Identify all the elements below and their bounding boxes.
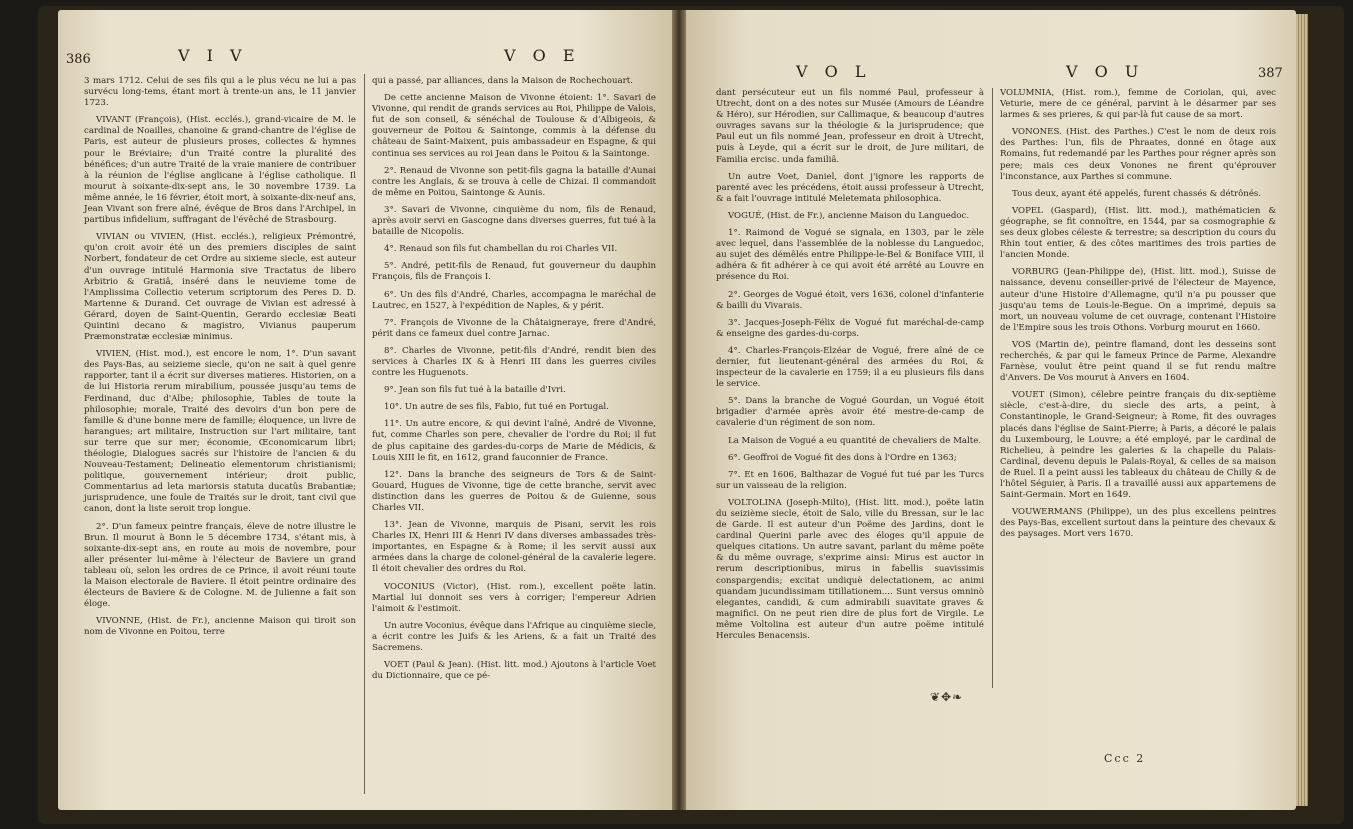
paragraph: VOUET (Simon), célebre peintre français du dix-septième siècle, c'est-à-dire, du siecle des arts, a peint, à Constantinople, le Grand-Seigneur; à Rome, fit des ouvrages placés dans l'église de Saint-Pierre; à Paris, a décoré le palais du Luxembourg, le Louvre; a été employé, par le cardinal de Richelieu, à peindre les galeries & la chapelle du Palais-Cardinal, devenu depuis le Palais-Royal, & celles de sa maison de Ruel. Il a peint aussi les tableaux du château de Chilly & de l'hôtel Séguier, à Paris. Il a travaillé aussi aux appartemens de Saint-Germain. Mort en 1649. <box>1000 390 1276 501</box>
right-page <box>686 10 1296 810</box>
left-column-1 <box>84 76 356 645</box>
paragraph: 1°. Raimond de Vogué se signala, en 1303, par le zèle avec lequel, dans l'assemblée de la noblesse du Languedoc, au sujet des démêlés entre Philippe-le-Bel & Boniface VIII, il adhéra & fit adhérer à ce qui avoit été arrêté au Louvre en présence du Roi. <box>716 228 984 283</box>
running-head-left-1: V I V <box>178 46 248 65</box>
signature-mark: Ccc 2 <box>1104 752 1146 765</box>
left-column-2 <box>372 76 656 688</box>
column-rule <box>364 74 365 794</box>
paragraph: De cette ancienne Maison de Vivonne étoient: 1°. Savari de Vivonne, qui rendit de grands services au Roi, Philippe de Valois, fut de son conseil, & sénéchal de Toulouse & d'Albigeois, & gouverneur de Poitou & Saintonge, commis à la défense du château de Saint-Maixent, puis ambassadeur en Espagne, & qui continua ses services au roi Jean dans le Poitou & la Saintonge. <box>372 93 656 159</box>
paragraph: 5°. André, petit-fils de Renaud, fut gouverneur du dauphin François, fils de François I. <box>372 261 656 283</box>
ornament-icon: ❦✥❧ <box>930 690 964 704</box>
running-head-right-2: V O U <box>1066 62 1145 81</box>
running-head-left-2: V O E <box>504 46 581 65</box>
paragraph: 3 mars 1712. Celui de ses fils qui a le plus vécu ne lui a pas survécu long-tems, étant mort à trente-un ans, le 11 janvier 1723. <box>84 76 356 109</box>
paragraph: 5°. Dans la branche de Vogué Gourdan, un Vogué étoit brigadier d'armée après avoir été mestre-de-camp de cavalerie d'un régiment de son nom. <box>716 396 984 429</box>
paragraph: VOUWERMANS (Philippe), un des plus excellens peintres des Pays-Bas, excellent surtout dans la peinture des chevaux & des paysages. Mort vers 1670. <box>1000 507 1276 540</box>
paragraph: Un autre Voconius, évêque dans l'Afrique au cinquième siecle, a écrit contre les Juifs & les Ariens, & a fait un Traité des Sacremens. <box>372 620 656 654</box>
paragraph: 11°. Un autre encore, & qui devint l'aîné, André de Vivonne, fut, comme Charles son pere, chevalier de l'ordre du Roi; il fut de plus capitaine des gardes-du-corps de Marie de Médicis, & Louis XIII le fit, en 1612, grand fauconnier de France. <box>372 419 656 463</box>
paragraph: La Maison de Vogué a eu quantité de chevaliers de Malte. <box>728 435 982 446</box>
paragraph: VOLTOLINA (Joseph-Milto), (Hist. litt. mod.), poëte latin du seizième siecle, étoit de Salo, ville du Bressan, sur le lac de Garde. Il est auteur d'un Poëme des Jardins, dont le cardinal Querini parle avec des éloges qu'il appuie de quelques citations. Un autre savant, parlant du même poëte & du même ouvrage, s'exprime ainsi: Mirus est auctor in rerum descriptionibus, mirus in fabellis suavissimis conspargendis; excitat undiquè delectationem, ac animi quandam jucundissimam titillationem.... Sunt versus omninò elegantes, candidi, & cum admirabili suavitate graves & magnifici. On ne peut rien dire de plus fort de Virgile. Le même Voltolina est auteur d'un autre poëme intitulé Hercules Benacensis. <box>716 497 984 642</box>
book-gutter <box>672 10 686 810</box>
paragraph: qui a passé, par alliances, dans la Maison de Rochechouart. <box>372 76 633 86</box>
paragraph: VIVONNE, (Hist. de Fr.), ancienne Maison qui tiroit son nom de Vivonne en Poitou, terre <box>84 616 356 638</box>
paragraph: 7°. François de Vivonne de la Châtaigneraye, frere d'André, périt dans ce fameux duel contre Jarnac. <box>372 317 656 339</box>
paragraph: 12°. Dans la branche des seigneurs de Tors & de Saint-Gouard, Hugues de Vivonne, tige de cette branche, servit avec distinction dans les guerres de Poitou & de Guienne, sous Charles VII. <box>372 469 656 513</box>
left-page <box>58 10 672 810</box>
paragraph: VOS (Martin de), peintre flamand, dont les desseins sont recherchés, & par qui le fameux Prince de Parme, Alexandre Farnèse, voulut être peint quand il se fut rendu maître d'Anvers. De Vos mourut à Anvers en 1604. <box>1000 339 1276 384</box>
paragraph: dant persécuteur eut un fils nommé Paul, professeur à Utrecht, dont on a des notes sur Musée (Amours de Léandre & Héro), sur Hérodien, sur Callimaque, & beaucoup d'autres ouvrages savans sur la théologie & la jurisprudence; que Paul eut un fils nommé Jean, professeur en droit à Utrecht, puis à Leyde, qui a écrit sur le droit, de Jure militari, de Familia ercisc. unda familiâ. <box>716 88 984 165</box>
paragraph: 3°. Jacques-Joseph-Félix de Vogué fut maréchal-de-camp & enseigne des gardes-du-corps. <box>716 317 984 339</box>
paragraph: 6°. Geoffroi de Vogué fit des dons à l'Ordre en 1363; <box>728 452 957 463</box>
right-column-2 <box>1000 88 1276 546</box>
paragraph: VONONES. (Hist. des Parthes.) C'est le nom de deux rois des Parthes: l'un, fils de Phraates, donné en ôtage aux Romains, fut redemandé par les Parthes pour régner après son pere; mais ces deux Vonones ne firent qu'éprouver l'inconstance, aux Parthes si commune. <box>1000 127 1276 182</box>
paragraph: VOGUÉ, (Hist. de Fr.), ancienne Maison du Languedoc. <box>728 210 970 221</box>
page-number-right: 387 <box>1258 66 1283 81</box>
paragraph: 4°. Renaud son fils fut chambellan du roi Charles VII. <box>384 244 618 255</box>
paragraph: 9°. Jean son fils fut tué à la bataille d'Ivri. <box>384 385 566 396</box>
paragraph: VOPEL (Gaspard), (Hist. litt. mod.), mathématicien & géographe, se fit connoître, en 1544, par sa cosmographie & ses deux globes céleste & terrestre; sa description du cours du Rhin tout entier, & des côtes maritimes des trois parties de l'ancien Monde. <box>1000 205 1276 261</box>
paragraph: 7°. Et en 1606, Balthazar de Vogué fut tué par les Turcs sur un vaisseau de la religion. <box>716 469 984 491</box>
right-column-1 <box>716 88 984 648</box>
paragraph: 10°. Un autre de ses fils, Fabio, fut tué en Portugal. <box>384 402 609 413</box>
paragraph: VORBURG (Jean-Philippe de), (Hist. litt. mod.), Suisse de naissance, devenu conseiller-privé de l'électeur de Mayence, auteur d'une Histoire d'Allemagne, qu'il n'a pu pousser que jusqu'au tems de Louis-le-Begue. On a imprimé, depuis sa mort, un nouveau volume de cet ouvrage, contenant l'Histoire de l'Empire sous les trois Othons. Vorburg mourut en 1660. <box>1000 267 1276 333</box>
column-rule <box>992 88 993 688</box>
paragraph: 6°. Un des fils d'André, Charles, accompagna le maréchal de Lautrec, en 1527, à l'expédition de Naples, & y périt. <box>372 289 656 311</box>
paragraph: VOET (Paul & Jean). (Hist. litt. mod.) Ajoutons à l'article Voet du Dictionnaire, que ce pé- <box>372 660 656 682</box>
paragraph: VIVIEN, (Hist. mod.), est encore le nom, 1°. D'un savant des Pays-Bas, au seizieme siecle, qu'on ne sait à quel genre rapporter, tant il a écrit sur diverses matieres. Historien, on a de lui Historia rerum mirabilium, poussée jusqu'au tems de Ferdinand, duc d'Albe; philosophie, Tables de toute la philosophie; morale, Traité des devoirs d'un bon pere de famille & d'une bonne mere de famille; éloquence, un livre de harangues; art militaire, Instruction sur l'art militaire, tant sur terre que sur mer; économie, Œconomicarum libri; théologie, Dialogues sacrés sur l'histoire de l'ancien & du Nouveau-Testament; Delineatio elementorum christianismi; politique, gouvernement intérieur; droit public, Commentarius ad leta mariorsis statuta ducatûs Brabantiæ; jurisprudence, une foule de Traités sur le droit, tant civil que canon, dont la liste seroit trop longue. <box>84 349 356 515</box>
paragraph: 13°. Jean de Vivonne, marquis de Pisani, servit les rois Charles IX, Henri III & Henri IV dans diverses ambassades très-importantes, en Espagne & à Rome; il les servit aussi aux armées dans la charge de colonel-général de la cavalerie legere. Il étoit chevalier des ordres du Roi. <box>372 520 656 575</box>
paragraph: 2°. Renaud de Vivonne son petit-fils gagna la bataille d'Aunai contre les Anglais, & se trouva à celle de Chizai. Il commandoit de même en Poitou, Saintonge & Aunis. <box>372 165 656 198</box>
paragraph: 4°. Charles-François-Elzéar de Vogué, frere aîné de ce dernier, fut lieutenant-général des armées du Roi, & inspecteur de la cavalerie en 1759; il a eu plusieurs fils dans le service. <box>716 345 984 390</box>
paragraph: 8°. Charles de Vivonne, petit-fils d'André, rendit bien des services à Charles IX & à Henri III dans les guerres civiles contre les Huguenots. <box>372 345 656 379</box>
running-head-right-1: V O L <box>796 62 872 81</box>
paragraph: Tous deux, ayant été appelés, furent chassés & détrônés. <box>1012 188 1262 199</box>
paragraph: 2°. Georges de Vogué étoit, vers 1636, colonel d'infanterie & bailli du Vivarais. <box>716 289 984 311</box>
paragraph: VIVIAN ou VIVIEN, (Hist. ecclés.), religieux Prémontré, qu'on croit avoir été un des premiers disciples de saint Norbert, fondateur de cet Ordre au sixieme siecle, est auteur d'un ouvrage intitulé Harmonia sive Tractatus de libero Arbitrio & Gratiâ, inséré dans le neuvieme tome de l'Amplissima Collectio veterum scriptorum des Peres D. D. Martenne & Durand. Cet ouvrage de Vivian est adressé à Gérard, doyen de Saint-Quentin, Gerardo ecclesiæ Beati Quintini decano & magistro, Vivianus pauperum Præmonstratæ ecclesiæ minimus. <box>84 232 356 343</box>
paragraph: VIVANT (François), (Hist. ecclés.), grand-vicaire de M. le cardinal de Noailles, chanoine & grand-chantre de l'église de Paris, est auteur de plusieurs proses, collectes & hymnes pour le Bréviaire; d'un Traité contre la pluralité des bénéfices; d'un autre Traité de la vraie maniere de contribuer à la réunion de l'église anglicane à l'église catholique. Il mourut à soixante-dix-sept ans, le 30 novembre 1739. La même année, le 16 février, étoit mort, à soixante-dix-neuf ans, Jean Vivant son frere aîné, évêque de Bros dans l'Archipel, in partibus infidelium, suffragant de l'évêché de Strasbourg. <box>84 115 356 226</box>
paragraph: VOLUMNIA, (Hist. rom.), femme de Coriolan, qui, avec Veturie, mere de ce général, parvint à le désarmer par ses larmes & ses prieres, & qui par-là fut cause de sa mort. <box>1000 88 1276 121</box>
paragraph: 3°. Savari de Vivonne, cinquième du nom, fils de Renaud, après avoir servi en Gascogne dans diverses guerres, fut tué à la bataille de Nicopolis. <box>372 204 656 238</box>
paragraph: VOCONIUS (Victor), (Hist. rom.), excellent poëte latin. Martial lui donnoit ses vers à corriger; l'empereur Adrien l'aimoit & l'estimoit. <box>372 581 656 614</box>
paragraph: 2°. D'un fameux peintre français, éleve de notre illustre le Brun. Il mourut à Bonn le 5 décembre 1734, s'étant mis, à soixante-dix-sept ans, en route au mois de novembre, pour aller présenter lui-même à l'électeur de Baviere un grand tableau où, selon les ordres de ce Prince, il avoit réuni toute la Maison electorale de Baviere. Il étoit peintre ordinaire des électeurs de Baviere & de Cologne. M. de Julienne a fait son éloge. <box>84 521 356 610</box>
paragraph: Un autre Voet, Daniel, dont j'ignore les rapports de parenté avec les précédens, étoit aussi professeur à Utrecht, & a fait l'ouvrage intitulé Meletemata philosophica. <box>716 171 984 204</box>
page-number-left: 386 <box>66 52 91 67</box>
page-edges <box>1296 14 1308 806</box>
